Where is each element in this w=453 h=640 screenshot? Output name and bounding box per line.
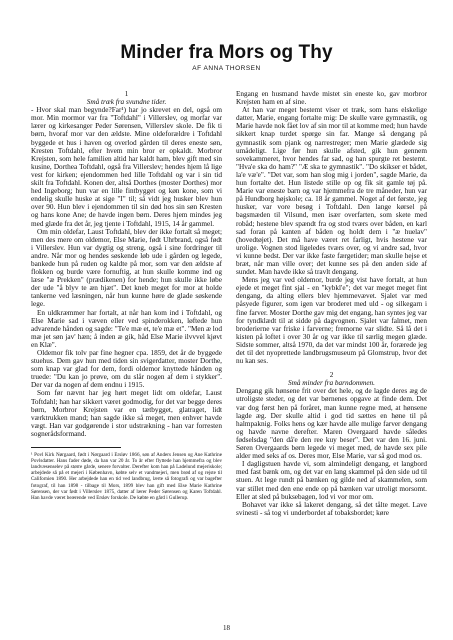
footnote-divider <box>31 447 121 448</box>
paragraph: Engang en husmand havde mistet sin eneste ko, gav morbror Krejsten ham en af sine. <box>236 90 427 107</box>
section-number: 2 <box>329 371 334 380</box>
paragraph: At han var meget bestemt viser et træk, som hans elskelige datter, Marie, engang fortalte mig: De skulle være gymnastik, og Marie havde nok fået lov af sin mor til at komme med; hun havde sikkert knap turdet spørge sin far. Mange så dengang på gymnastik som pjank og narrestreger; men Marie glædede sig umådeligt. Lige før hun skulle afsted, gik hun gennem sovekammeret, hvor hendes far sad, og han spurgte ret bestemt. "Hva'e ska do ham?" "Æ ska te gymnastik". "Do skikser et bådet, la'e væ'e". "Det var, som han slog mig i jorden", sagde Marie, da hun fortalte det. Hun listede stille op og fik sit gamle tøj på. Marie var eneste barn og var hjemmefra de tre måneder, hun var på Hundborg højskole; ca. 18 år gammel. Noget af det første, jeg husker, var vore besøg i Toftdahl. Den lange kørsel på bagsmæden til Vilsund, men især overfarten, som skete med robåd; hestene blev spændt fra og stod tværs over båden, en karl sad foran på kanten af båden og holdt dem i "æ huelav" (hovedtøjet). Det må have været ret farligt, hvis hestene var urolige. Vognen stod ligeledes tværs over, og vi andre sad, hvor vi kunne bedst. Der var ikke faste færgetider; man skulle hejse et bræt, når man ville over; det kunne ses på den anden side af sundet. Man havde ikke så travlt dengang. <box>236 106 427 277</box>
right-column <box>236 90 427 517</box>
section-number: 1 <box>124 90 129 98</box>
paragraph: En uldkræmmer har fortalt, at når han kom ind i Toftdahl, og Else Marie sad i væven eller ved spinderokken, løftede hun advarende hånden og sagde: "Te'e mæ et, te'e mæ et". "Men æ lod mæ jet søn jav' hæn; å inden æ gik, håd Else Marie ilvvvel kjøvt en Klæ". <box>31 308 222 349</box>
section-subtitle: Små træk fra svundne tider. <box>86 98 167 107</box>
paragraph: Oldemor fik tolv par fine hegner cpa. 1859, det år de byggede stuehus. Dem gav hun med tiden sin svigerdatter, moster Dorthe, som knap var glad for dem, fordi oldemor knyttede hånden og truede: "Du kan jo prøve, om du slår nogen af dem i stykker". Der var da nogen af dem endnu i 1915. <box>31 349 222 390</box>
paragraph: Mens jeg var ved oldemor, burde jeg vist have fortalt, at hun ejede et meget fint sjal - en "kybkl'e"; det var meget meget fint dengang, da alting ellers blev hjemmevævet. Sjalet var med påsyede figurer, som igen var broderet med uld - og silkegarn i fine farver. Moster Dorthe gav mig det engang, han syntes jeg var for tyndklædt til at sidde på dagvognen. Sjalet var falmet, men broderierne var friske i farverne; fremorne var slidte. Så lå det i kisten på loftet i over 30 år og var ikke til særlig megen glæde. Sidste sommer, altså 1970, da det var mindst 100 år, forærede jeg det til det nyoprettede landbrugsmuseum på Glomstrup, hvor det nu kan ses. <box>236 276 427 366</box>
page-number: 18 <box>223 624 230 632</box>
paragraph: Bohavet var ikke så lakeret dengang, så det tålte meget. Lave svinesti - så tog vi underbordet af tobaksbordet; køre <box>236 500 427 517</box>
section-subtitle: Små minder fra barndommen. <box>288 379 375 388</box>
paragraph: - Hvor skal man begynde?Far¹) har jo skrevet en del, også om mor. Min mormor var fra "Toftdahl" i Villerslev, og morfar var lærer og kirkesanger Peder Sørensen, Villerslev skole. De fik ti børn, hvoraf mor var den ældste. Mine oldeforældre i Toftdahl byggede et hus i haven og overlod gården til deres eneste søn, Kresten Toftdahl, efter hvem min bror er opkaldt. Morbror Krejsten, som hele familien altid har kaldt ham, blev gift med sin kusine, Dorthea Toftdahl, også fra Villerslev; hendes hjem lå lige vest for kirken; ejendommen hed lille Toftdahl og var i sin tid skilt fra Toftdahl. Konen der, altså Dorthes (moster Dorthes) mor hed Ingeborg; hun var en lille fintbygget og køn kone, som vi endelig skulle huske at sige "I" til; så vidt jeg husker blev hun over 90. Hun blev i ejendommen til sin død hos sin søn Kresten og hans kone Ane; de havde ingen børn. Deres hjem mindes jeg med glæde fra det år, jeg tjente i Toftdahl, 1915, 14 år gammel. <box>31 106 222 228</box>
paragraph: Dengang gik hønsene frit over det hele, og de lagde deres æg de utroligste steder, og det var børnenes opgave at finde dem. Det var dog først hen på foråret, man kunne regne med, at hønsene lagde æg. Der skulle altid i god tid sættes en høne til på halmpaknig. Folks hens og kær havde alle mulige farver dengang og havde navne derefter. Maren Overgaard havde således fødselsdag "den då'e den ree kuy beser". Det var den 16. juni. Søren Overgaards børn legede vi meget med, de havde sex pile alder med seks af os. Deres mor, Else Marie, var så god mod os. <box>236 387 427 461</box>
paragraph: Som før nævnt har jeg hørt meget lidt om oldefar, Laust Toftdahl; han har sikkert været godmodig, for det var begge deres børn, Morbror Krejsten var en tætbygget, glatraget, lidt værktrukken mand; han sagde ikke så meget, men enhver havde vægt. Han var godgørende i stor udstrækning - han var forresten sognerådsformand. <box>31 389 222 438</box>
paragraph: Om min oldefar, Laust Toftdahl, blev der ikke fortalt så meget; men des mere om oldemor, Else Marie, født Uhrbrand, også født i Villerslev. Hun var dygtig og streng, også i sine fordringer til andre. Når mor og hendes søskende løb ude i gården og legede, bankede hun på ruden og kaldte på mor, som var den ældste af flokken og burde være fornuftig, at hun skulle komme ind og læse "æ Prekken" (prædikenen) for hende; hun skulle ikke løbe der ude "å blyv te æn hjæt". Det kneb meget for mor at holde tankerne ved læsningen, når hun kunne høre de glade søskende lege. <box>31 227 222 309</box>
paragraph: I dagligstuen havde vi, som almindeligt dengang, et langbord med fast bænk om, og det var en lang skammel på den side ud til stuen. At lege rundt på bænken og gilde ned af skammelen, som var stillet med den ene ende op på bænken var utroligt morsomt. Eller at sled på buksebagen, lod vi vor mor om. <box>236 460 427 501</box>
article-byline: AF ANNA THORSEN <box>192 65 261 72</box>
article-title: Minder fra Mors og Thy <box>120 42 333 63</box>
left-column <box>31 90 222 501</box>
footnote: ¹ Povl Kirk Nørgaard, født i Nørgaard i Ersløv 1866, søn af Anders Jensen og Ane Kathrine Povlsdatter. Hans fader døde, da han var 20 år. To år efter flyttede han hjemmefra og blev landvæsenselev på større gårde, senere forvalter. Derefter kom han på Ladelund mejeriskole; arbejdede så på et mejeri i København, købte selv et vandmejeri, men brød af og rejste til Californien 1890. Her arbejdede han en tid ved landbrug, lærte så fotografi og var bagefter fotograf, til han 1898 - tilbage til Mors, 1899 blev han gift med Else Marie Kathrine Sørensen, der var født i Villerslev 1875, datter af lærer Peder Sørensen og Karen Toftdahl. Han havde været beærende ved Ersløv forskole. De købte en gård i Gullerup. <box>31 452 222 501</box>
